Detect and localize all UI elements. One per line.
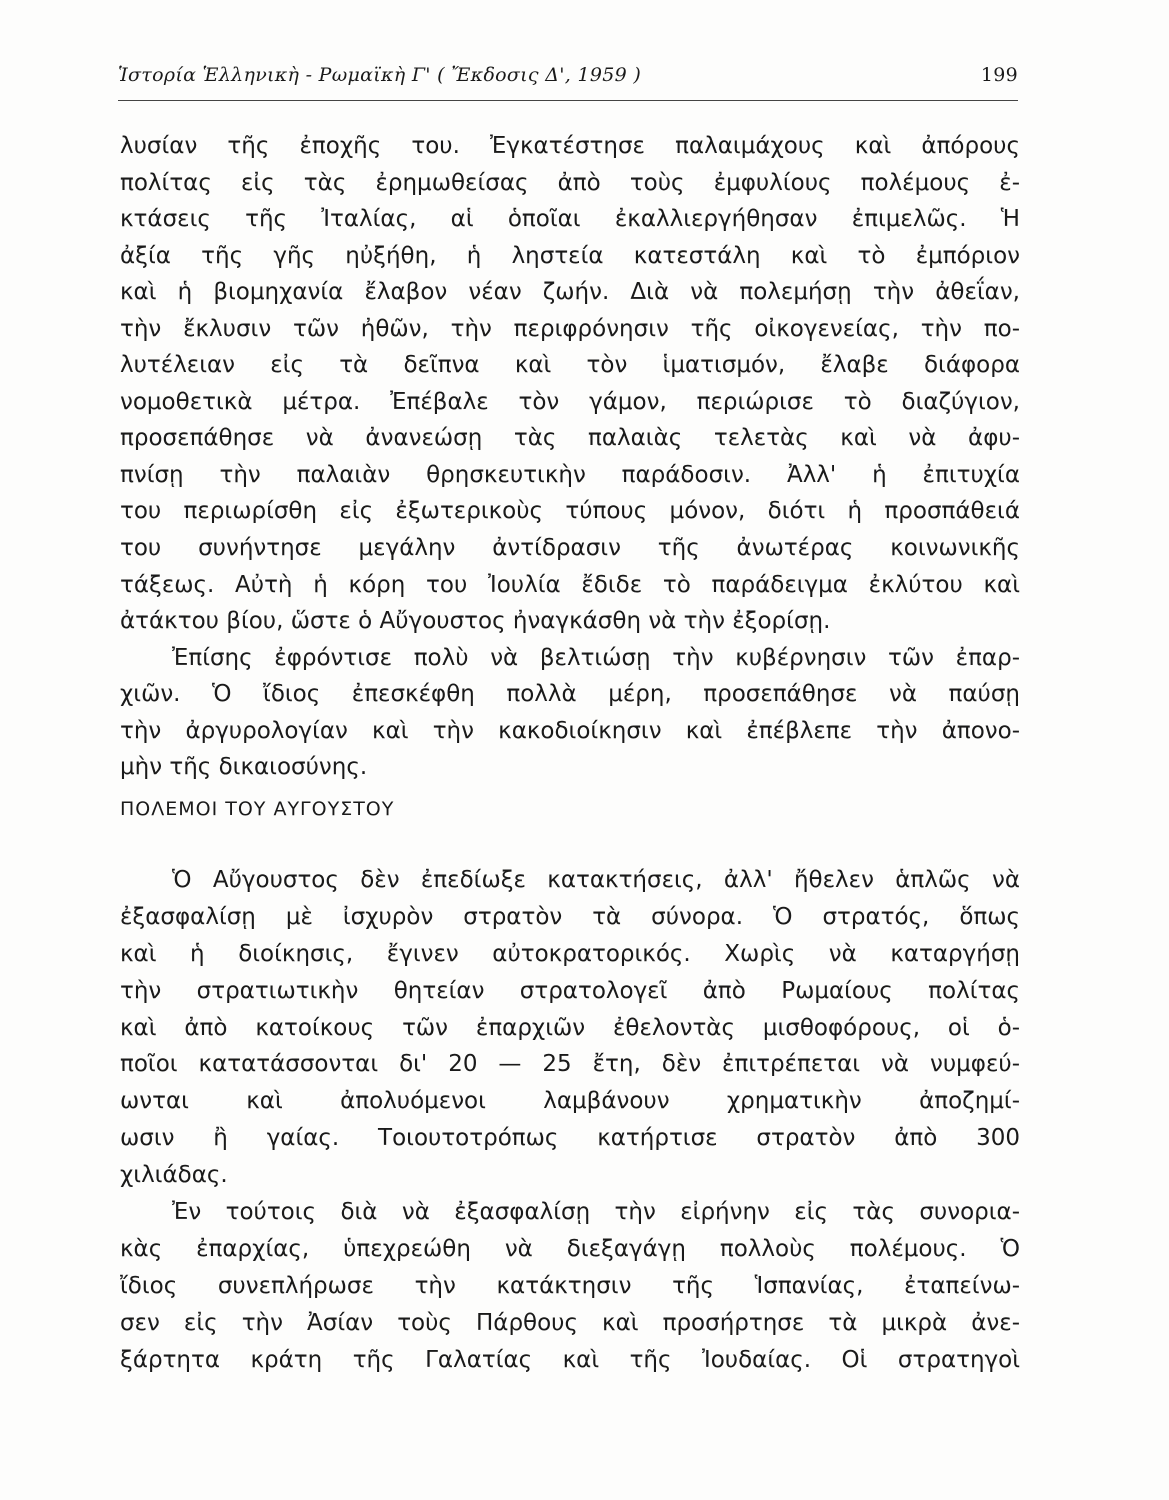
page-number: 199 xyxy=(980,64,1018,86)
text-line: προσεπάθησε νὰ ἀνανεώσῃ τὰς παλαιὰς τελετὰς καὶ νὰ ἀφυ- xyxy=(120,425,1020,452)
text-line: σεν εἰς τὴν Ἀσίαν τοὺς Πάρθους καὶ προσήρτησε τὰ μικρὰ ἀνε- xyxy=(120,1309,1020,1336)
text-line: Ἐν τούτοις διὰ νὰ ἐξασφαλίσῃ τὴν εἰρήνην εἰς τὰς συνορια- xyxy=(172,1199,1020,1226)
text-line: ἀτάκτου βίου, ὥστε ὁ Αὔγουστος ἠναγκάσθη νὰ τὴν ἐξορίσῃ. xyxy=(120,608,831,635)
text-line: χιλιάδας. xyxy=(120,1162,228,1189)
text-line: τὴν ἔκλυσιν τῶν ἠθῶν, τὴν περιφρόνησιν τῆς οἰκογενείας, τὴν πο- xyxy=(120,315,1020,342)
text-line: καὶ ἡ βιομηχανία ἔλαβον νέαν ζωήν. Διὰ νὰ πολεμήσῃ τὴν ἀθεΐαν, xyxy=(120,279,1020,306)
text-line: τὴν ἀργυρολογίαν καὶ τὴν κακοδιοίκησιν καὶ ἐπέβλεπε τὴν ἀπονο- xyxy=(120,717,1020,744)
section-2-text xyxy=(120,862,1020,1378)
text-line: ωνται καὶ ἀπολυόμενοι λαμβάνουν χρηματικὴν ἀποζημί- xyxy=(120,1088,1020,1115)
text-line: τὴν στρατιωτικὴν θητείαν στρατολογεῖ ἀπὸ Ρωμαίους πολίτας xyxy=(120,977,1020,1004)
text-line: πνίσῃ τὴν παλαιὰν θρησκευτικὴν παράδοσιν. Ἀλλ' ἡ ἐπιτυχία xyxy=(120,461,1020,488)
text-line: χιῶν. Ὁ ἴδιος ἐπεσκέφθη πολλὰ μέρη, προσεπάθησε νὰ παύσῃ xyxy=(120,681,1020,708)
text-line: Ἐπίσης ἐφρόντισε πολὺ νὰ βελτιώσῃ τὴν κυβέρνησιν τῶν ἐπαρ- xyxy=(172,644,1020,671)
text-line: καὶ ἡ διοίκησις, ἔγινεν αὐτοκρατορικός. Χωρὶς νὰ καταργήσῃ xyxy=(120,940,1020,967)
text-line: καὶ ἀπὸ κατοίκους τῶν ἐπαρχιῶν ἐθελοντὰς μισθοφόρους, οἱ ὁ- xyxy=(120,1014,1020,1041)
text-line: λυτέλειαν εἰς τὰ δεῖπνα καὶ τὸν ἱματισμόν, ἔλαβε διάφορα xyxy=(120,352,1020,379)
text-line: τάξεως. Αὐτὴ ἡ κόρη του Ἰουλία ἔδιδε τὸ παράδειγμα ἐκλύτου καὶ xyxy=(120,571,1020,598)
text-line: του περιωρίσθη εἰς ἐξωτερικοὺς τύπους μόνον, διότι ἡ προσπάθειά xyxy=(120,498,1020,525)
text-line: ωσιν ἢ γαίας. Τοιουτοτρόπως κατήρτισε στρατὸν ἀπὸ 300 xyxy=(120,1125,1020,1152)
text-line: ξάρτητα κράτη τῆς Γαλατίας καὶ τῆς Ἰουδαίας. Οἱ στρατηγοὶ xyxy=(120,1346,1020,1373)
text-line: Ὁ Αὔγουστος δὲν ἐπεδίωξε κατακτήσεις, ἀλλ' ἤθελεν ἁπλῶς νὰ xyxy=(172,867,1020,893)
text-line: νομοθετικὰ μέτρα. Ἐπέβαλε τὸν γάμον, περιώρισε τὸ διαζύγιον, xyxy=(120,388,1020,415)
text-line: ἀξία τῆς γῆς ηὐξήθη, ἡ ληστεία κατεστάλη καὶ τὸ ἐμπόριον xyxy=(120,242,1020,269)
running-header xyxy=(118,64,1018,94)
text-line: πολίτας εἰς τὰς ἐρημωθείσας ἀπὸ τοὺς ἐμφυλίους πολέμους ἐ- xyxy=(120,169,1020,196)
text-line: ἐξασφαλίσῃ μὲ ἰσχυρὸν στρατὸν τὰ σύνορα. Ὁ στρατός, ὅπως xyxy=(120,903,1020,930)
header-rule xyxy=(118,100,1018,101)
text-line: μὴν τῆς δικαιοσύνης. xyxy=(120,754,368,781)
section-heading: ΠΟΛΕΜΟΙ ΤΟΥ ΑΥΓΟΥΣΤΟΥ xyxy=(120,798,395,820)
text-line: λυσίαν τῆς ἐποχῆς του. Ἐγκατέστησε παλαιμάχους καὶ ἀπόρους xyxy=(120,133,1020,159)
text-line: του συνήντησε μεγάλην ἀντίδρασιν τῆς ἀνωτέρας κοινωνικῆς xyxy=(120,535,1020,562)
header-title: Ἱστορία Ἑλληνικὴ - Ρωμαϊκὴ Γ' ( Ἔκδοσις Δ', 1959 ) xyxy=(118,64,642,86)
text-line: ποῖοι κατατάσσονται δι' 20 — 25 ἔτη, δὲν ἐπιτρέπεται νὰ νυμφεύ- xyxy=(120,1051,1020,1078)
text-line: κὰς ἐπαρχίας, ὑπεχρεώθη νὰ διεξαγάγῃ πολλοὺς πολέμους. Ὁ xyxy=(120,1235,1020,1262)
text-line: ἴδιος συνεπλήρωσε τὴν κατάκτησιν τῆς Ἱσπανίας, ἐταπείνω- xyxy=(120,1272,1020,1299)
text-line: κτάσεις τῆς Ἰταλίας, αἱ ὁποῖαι ἐκαλλιεργήθησαν ἐπιμελῶς. Ἡ xyxy=(120,206,1020,233)
section-1-text xyxy=(120,128,1020,786)
